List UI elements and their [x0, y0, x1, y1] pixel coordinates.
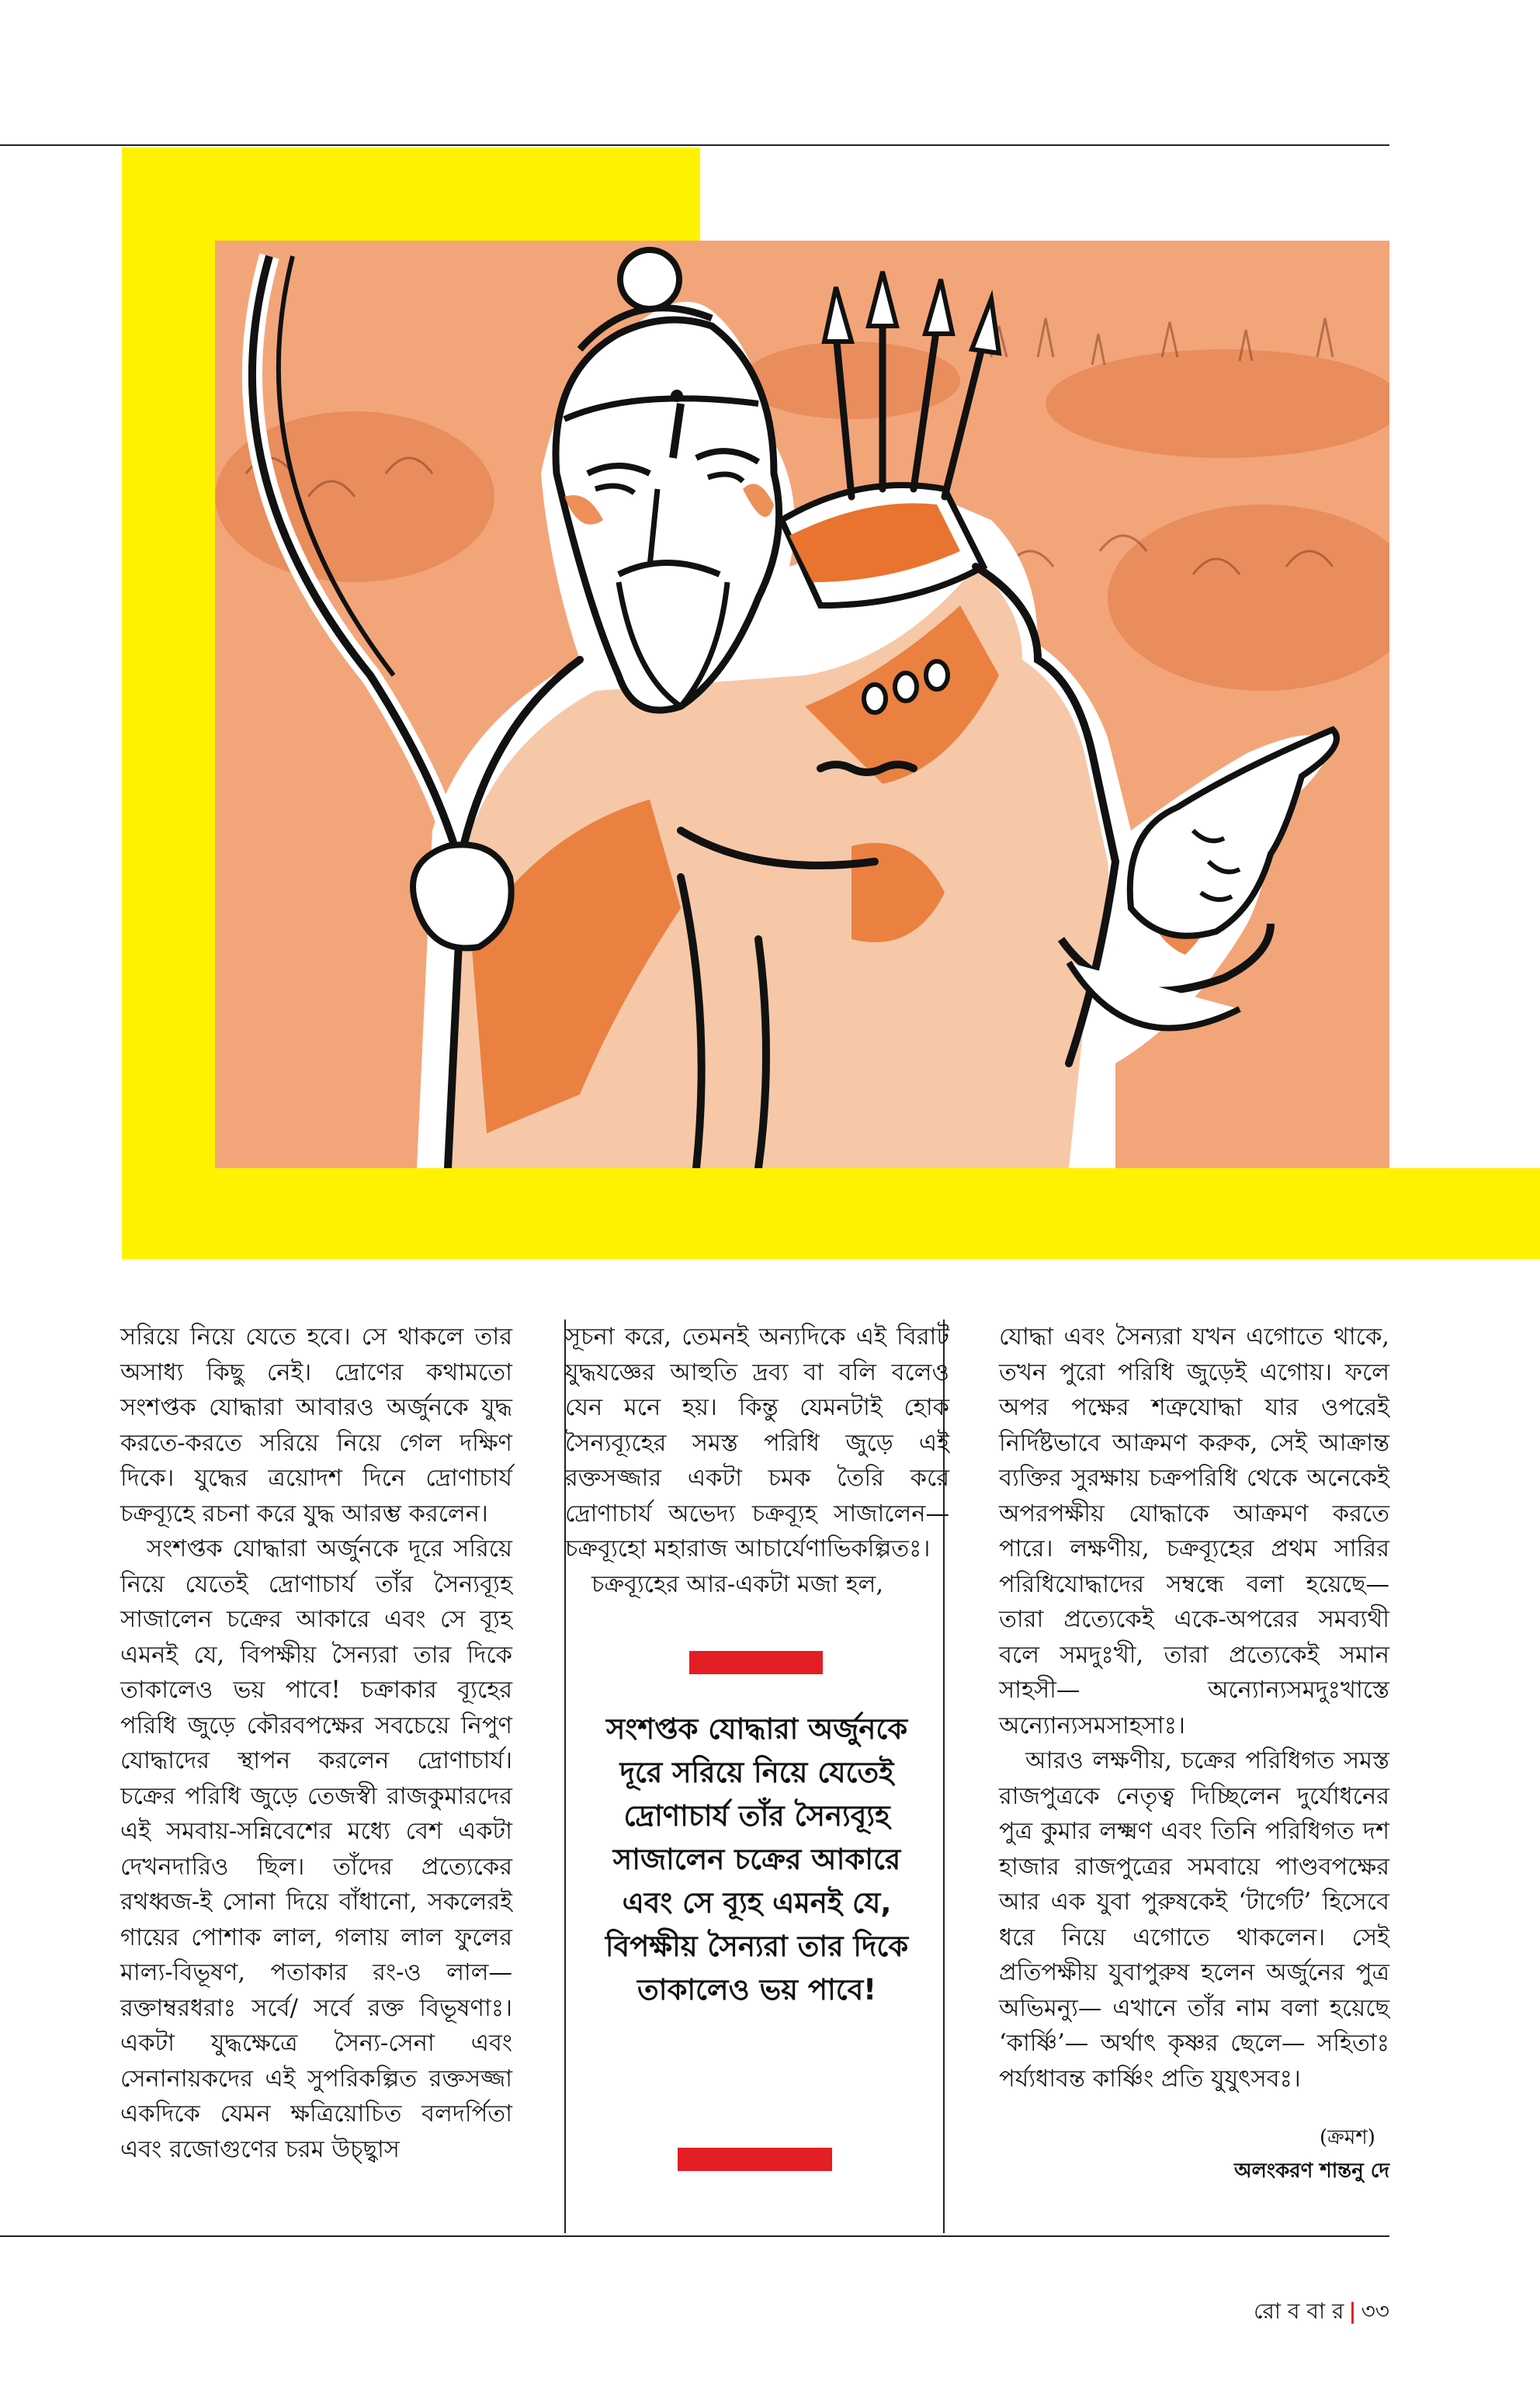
warrior-illustration [215, 241, 1389, 1168]
pullquote: সংশপ্তক যোদ্ধারা অর্জুনকে দূরে সরিয়ে নিয়ে যেতেই দ্রোণাচার্য তাঁর সৈন্যব্যূহ সাজালেন চক্রের আকারে এবং সে ব্যূহ এমনই যে, বিপক্ষীয় সৈন্যরা তার দিকে তাকালেও ভয় পাবে! [605, 1712, 909, 2006]
illustration-credit: অলংকরণ শান্তনু দে [1234, 2159, 1389, 2183]
top-rule [0, 144, 1389, 146]
pullquote-bar-bottom [678, 2148, 832, 2171]
footer-separator: | [1348, 2298, 1357, 2324]
yellow-frame-bottom [122, 1168, 1540, 1259]
paragraph: সূচনা করে, তেমনই অন্যদিকে এই বিরাট যুদ্ধযজ্ঞের আহুতি দ্রব্য বা বলি বলেও যেন মনে হয়। কিন্তু যেমনটাই হোক সৈন্যব্যূহের সমস্ত পরিধি জুড়ে এই রক্তসজ্জার একটা চমক তৈরি করে দ্রোণাচার্য অভেদ্য চক্রব্যূহ সাজালেন— চক্রব্যূহো মহারাজ আচার্যেণাভিকল্পিতঃ। [565, 1323, 949, 1562]
paragraph: সরিয়ে নিয়ে যেতে হবে। সে থাকলে তার অসাধ্য কিছু নেই। দ্রোণের কথামতো সংশপ্তক যোদ্ধারা আবারও অর্জুনকে যুদ্ধ করতে-করতে সরিয়ে নিয়ে গেল দক্ষিণ দিকে। যুদ্ধের ত্রয়োদশ দিনে দ্রোণাচার্য চক্রব্যূহে রচনা করে যুদ্ধ আরম্ভ করলেন। [120, 1323, 512, 1528]
text-column-2 [565, 1320, 949, 1602]
page-number: ৩৩ [1361, 2298, 1389, 2324]
paragraph: যোদ্ধা এবং সৈন্যরা যখন এগোতে থাকে, তখন পুরো পরিধি জুড়েই এগোয়। ফলে অপর পক্ষের শত্রুযোদ্ধা যার ওপরেই নির্দিষ্টভাবে আক্রমণ করুক, সেই আক্রান্ত ব্যক্তির সুরক্ষায় চক্রপরিধি থেকে অনেকেই অপরপক্ষীয় যোদ্ধাকে আক্রমণ করতে পারে। লক্ষণীয়, চক্রব্যূহের প্রথম সারির পরিধিযোদ্ধাদের সম্বন্ধে বলা হয়েছে— তারা প্রত্যেকেই একে-অপরের সমব্যথী বলে সমদুঃখী, তারা প্রত্যেকেই সমান সাহসী— অন্যোন্যসমদুঃখাস্তে অন্যোন্যসমসাহসাঃ। [999, 1323, 1389, 1739]
illustration [215, 241, 1389, 1168]
text-column-3 [999, 1320, 1389, 2096]
magazine-name: রো ব বা র [1254, 2298, 1344, 2324]
pullquote-bar-top [689, 1651, 823, 1674]
page-footer [1211, 2294, 1389, 2331]
yellow-frame-left [122, 147, 215, 1259]
paragraph: চক্রব্যূহের আর-একটা মজা হল, [591, 1570, 884, 1598]
to-be-continued: (ক্রমশ) [1320, 2126, 1375, 2149]
text-column-1 [120, 1320, 512, 2167]
paragraph: আরও লক্ষণীয়, চক্রের পরিধিগত সমস্ত রাজপুত্রকে নেতৃত্ব দিচ্ছিলেন দুর্যোধনের পুত্র কুমার লক্ষ্মণ এবং তিনি পরিধিগত দশ হাজার রাজপুত্রের সমবায়ে পাণ্ডবপক্ষের আর এক যুবা পুরুষকেই ‘টার্গেট’ হিসেবে ধরে নিয়ে এগোতে থাকলেন। সেই প্রতিপক্ষীয় যুবাপুরুষ হলেন অর্জুনের পুত্র অভিমন্যু— এখানে তাঁর নাম বলা হয়েছে ‘কার্ষ্ণি’— অর্থাৎ কৃষ্ণর ছেলে— সহিতাঃ পর্য্যধাবন্ত কার্ষ্ণিং প্রতি যুযুৎসবঃ। [999, 1747, 1389, 2093]
bottom-rule [0, 2235, 1389, 2237]
paragraph: সংশপ্তক যোদ্ধারা অর্জুনকে দূরে সরিয়ে নিয়ে যেতেই দ্রোণাচার্য তাঁর সৈন্যব্যূহ সাজালেন চক্রের আকারে এবং সে ব্যূহ এমনই যে, বিপক্ষীয় সৈন্যরা তার দিকে তাকালেও ভয় পাবে! চক্রাকার ব্যূহের পরিধি জুড়ে কৌরবপক্ষের সবচেয়ে নিপুণ যোদ্ধাদের স্থাপন করলেন দ্রোণাচার্য। চক্রের পরিধি জুড়ে তেজস্বী রাজকুমারদের এই সমবায়-সন্নিবেশের মধ্যে বেশ একটা দেখনদারিও ছিল। তাঁদের প্রত্যেকের রথধ্বজ-ই সোনা দিয়ে বাঁধানো, সকলেরই গায়ের পোশাক লাল, গলায় লাল ফুলের মাল্য-বিভূষণ, পতাকার রং-ও লাল— রক্তাম্বরধরাঃ সর্বে/ সর্বে রক্ত বিভূষণাঃ। একটা যুদ্ধক্ষেত্রে সৈন্য-সেনা এবং সেনানায়কদের এই সুপরিকল্পিত রক্তসজ্জা একদিকে যেমন ক্ষত্রিয়োচিত বলদর্পিতা এবং রজোগুণের চরম উচ্ছ্বাস [120, 1535, 512, 2163]
